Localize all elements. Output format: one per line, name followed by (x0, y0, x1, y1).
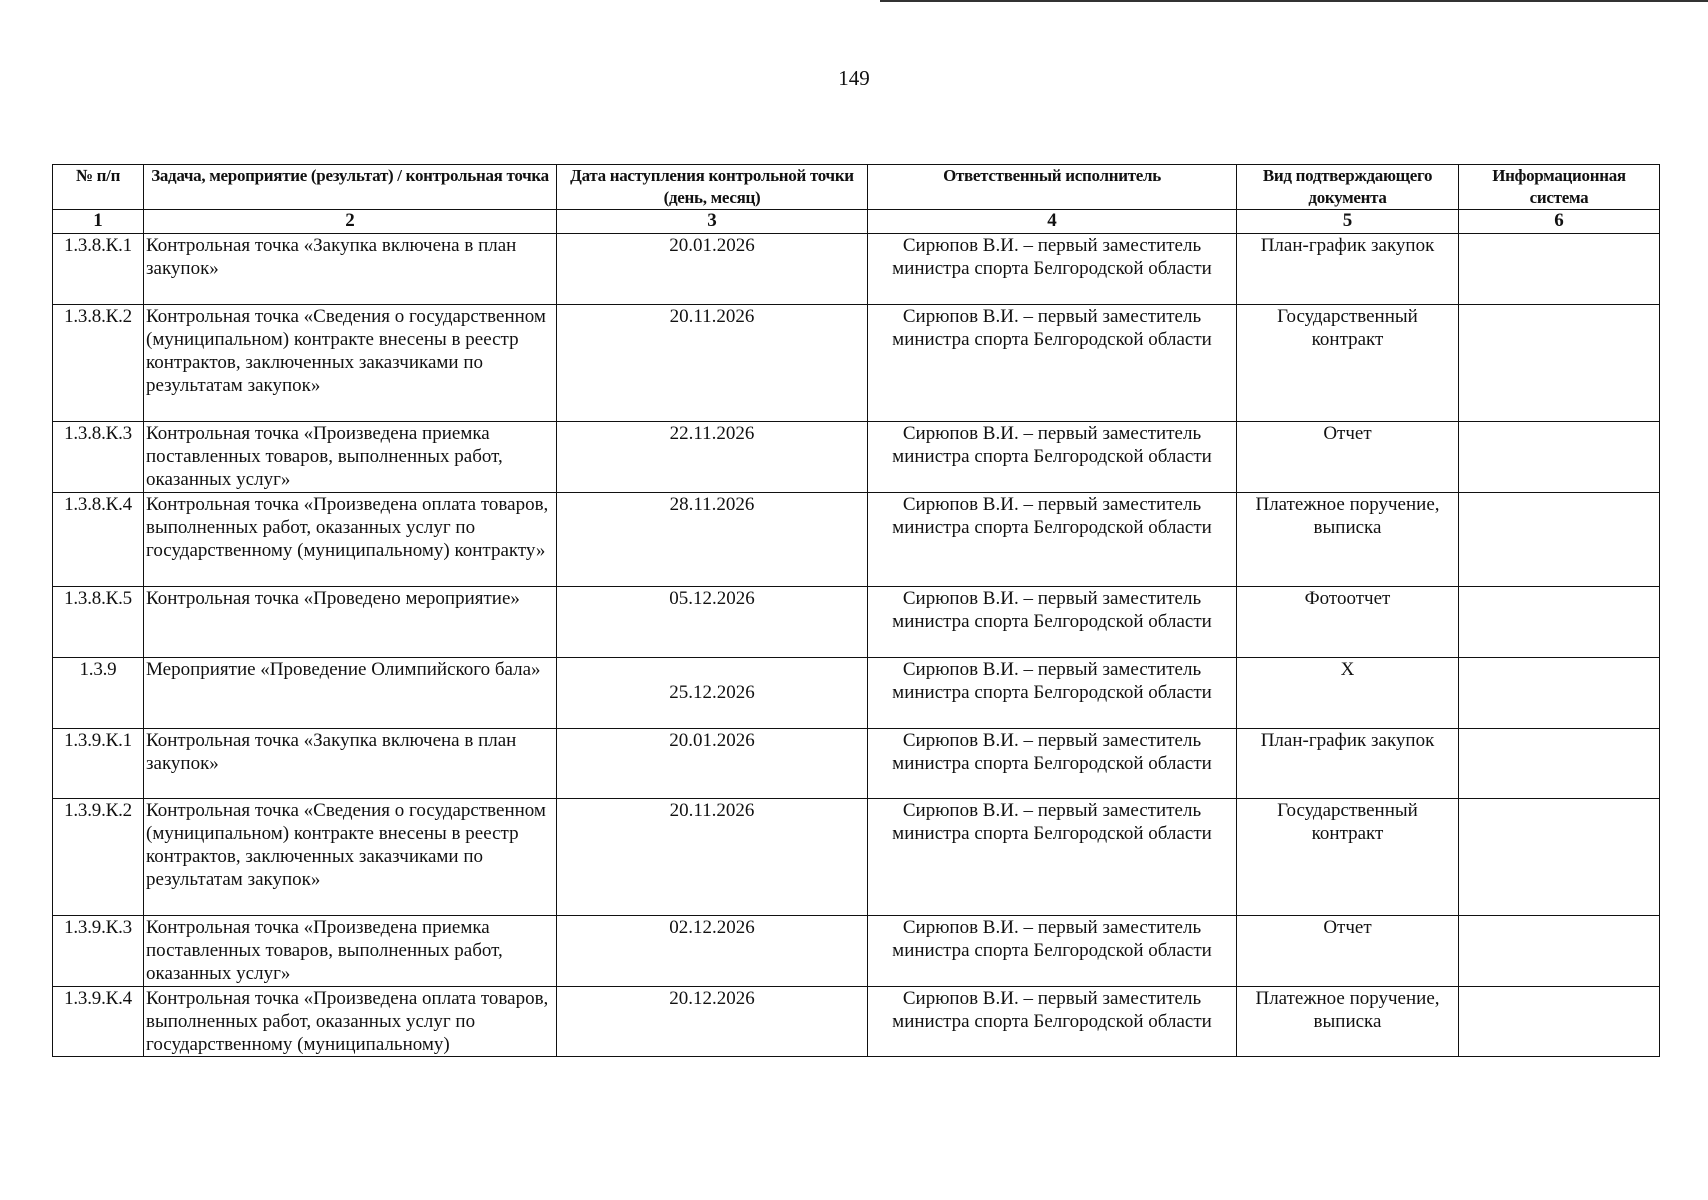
row-info-system (1459, 916, 1660, 987)
row-number: 1.3.9.К.2 (53, 799, 144, 916)
table-row (53, 799, 1660, 916)
row-date: 20.12.2026 (557, 987, 868, 1057)
table-row (53, 987, 1660, 1057)
row-document: Отчет (1237, 422, 1459, 493)
row-task: Контрольная точка «Закупка включена в план закупок» (144, 729, 557, 799)
table-row (53, 234, 1660, 305)
column-number: 1 (53, 210, 144, 234)
row-date-cell (557, 658, 868, 729)
header-document: Вид подтверждающего документа (1237, 165, 1459, 210)
column-number: 3 (557, 210, 868, 234)
table-row (53, 729, 1660, 799)
row-task: Контрольная точка «Проведено мероприятие» (144, 587, 557, 658)
row-date: 25.12.2026 (669, 682, 755, 703)
row-responsible: Сирюпов В.И. – первый заместитель министра спорта Белгородской области (868, 422, 1237, 493)
column-numbers-row (53, 210, 1660, 234)
row-document: Отчет (1237, 916, 1459, 987)
row-responsible: Сирюпов В.И. – первый заместитель министра спорта Белгородской области (868, 587, 1237, 658)
row-date: 20.01.2026 (557, 729, 868, 799)
row-number: 1.3.8.К.4 (53, 493, 144, 587)
row-task: Контрольная точка «Произведена оплата товаров, выполненных работ, оказанных услуг по государственному (муниципальному) контракту» (144, 493, 557, 587)
row-responsible: Сирюпов В.И. – первый заместитель министра спорта Белгородской области (868, 658, 1237, 729)
header-date: Дата наступления контрольной точки (день, месяц) (557, 165, 868, 210)
row-document: План-график закупок (1237, 234, 1459, 305)
top-rule (880, 0, 1708, 2)
header-number: № п/п (53, 165, 144, 210)
row-responsible: Сирюпов В.И. – первый заместитель министра спорта Белгородской области (868, 234, 1237, 305)
header-task: Задача, мероприятие (результат) / контрольная точка (144, 165, 557, 210)
row-info-system (1459, 729, 1660, 799)
row-number: 1.3.8.К.2 (53, 305, 144, 422)
row-date: 02.12.2026 (557, 916, 868, 987)
row-responsible: Сирюпов В.И. – первый заместитель министра спорта Белгородской области (868, 799, 1237, 916)
row-document: Фотоотчет (1237, 587, 1459, 658)
row-document: Платежное поручение, выписка (1237, 493, 1459, 587)
column-number: 6 (1459, 210, 1660, 234)
row-info-system (1459, 422, 1660, 493)
header-row (53, 165, 1660, 210)
row-document: Платежное поручение, выписка (1237, 987, 1459, 1057)
row-info-system (1459, 305, 1660, 422)
control-points-table (52, 164, 1660, 1057)
row-task: Мероприятие «Проведение Олимпийского бала» (144, 658, 557, 729)
row-document: План-график закупок (1237, 729, 1459, 799)
row-date: 20.01.2026 (557, 234, 868, 305)
row-date: 22.11.2026 (557, 422, 868, 493)
row-responsible: Сирюпов В.И. – первый заместитель министра спорта Белгородской области (868, 305, 1237, 422)
table-row (53, 658, 1660, 729)
row-number: 1.3.8.К.3 (53, 422, 144, 493)
column-number: 5 (1237, 210, 1459, 234)
row-number: 1.3.9.К.1 (53, 729, 144, 799)
row-task: Контрольная точка «Произведена оплата товаров, выполненных работ, оказанных услуг по государственному (муниципальному) (144, 987, 557, 1057)
row-responsible: Сирюпов В.И. – первый заместитель министра спорта Белгородской области (868, 493, 1237, 587)
row-info-system (1459, 587, 1660, 658)
column-number: 2 (144, 210, 557, 234)
row-document: Государственный контракт (1237, 305, 1459, 422)
row-task: Контрольная точка «Сведения о государственном (муниципальном) контракте внесены в реестр контрактов, заключенных заказчиками по результатам закупок» (144, 305, 557, 422)
row-responsible: Сирюпов В.И. – первый заместитель министра спорта Белгородской области (868, 916, 1237, 987)
row-number: 1.3.9.К.4 (53, 987, 144, 1057)
row-number: 1.3.9.К.3 (53, 916, 144, 987)
table-row (53, 305, 1660, 422)
row-document: Государственный контракт (1237, 799, 1459, 916)
row-number: 1.3.8.К.5 (53, 587, 144, 658)
row-number: 1.3.9 (53, 658, 144, 729)
row-date: 20.11.2026 (557, 799, 868, 916)
page-number: 149 (838, 66, 870, 90)
header-info-system: Информационная система (1459, 165, 1660, 210)
row-info-system (1459, 987, 1660, 1057)
row-info-system (1459, 799, 1660, 916)
row-task: Контрольная точка «Произведена приемка поставленных товаров, выполненных работ, оказанных услуг» (144, 916, 557, 987)
row-task: Контрольная точка «Сведения о государственном (муниципальном) контракте внесены в реестр контрактов, заключенных заказчиками по результатам закупок» (144, 799, 557, 916)
table-row (53, 587, 1660, 658)
row-responsible: Сирюпов В.И. – первый заместитель министра спорта Белгородской области (868, 987, 1237, 1057)
column-number: 4 (868, 210, 1237, 234)
row-document: Х (1237, 658, 1459, 729)
row-date: 20.11.2026 (557, 305, 868, 422)
table-row (53, 916, 1660, 987)
header-responsible: Ответственный исполнитель (868, 165, 1237, 210)
row-date: 05.12.2026 (557, 587, 868, 658)
row-task: Контрольная точка «Закупка включена в план закупок» (144, 234, 557, 305)
table-row (53, 422, 1660, 493)
row-info-system (1459, 658, 1660, 729)
row-info-system (1459, 493, 1660, 587)
row-task: Контрольная точка «Произведена приемка поставленных товаров, выполненных работ, оказанных услуг» (144, 422, 557, 493)
row-responsible: Сирюпов В.И. – первый заместитель министра спорта Белгородской области (868, 729, 1237, 799)
row-date: 28.11.2026 (557, 493, 868, 587)
row-info-system (1459, 234, 1660, 305)
row-number: 1.3.8.К.1 (53, 234, 144, 305)
table-row (53, 493, 1660, 587)
